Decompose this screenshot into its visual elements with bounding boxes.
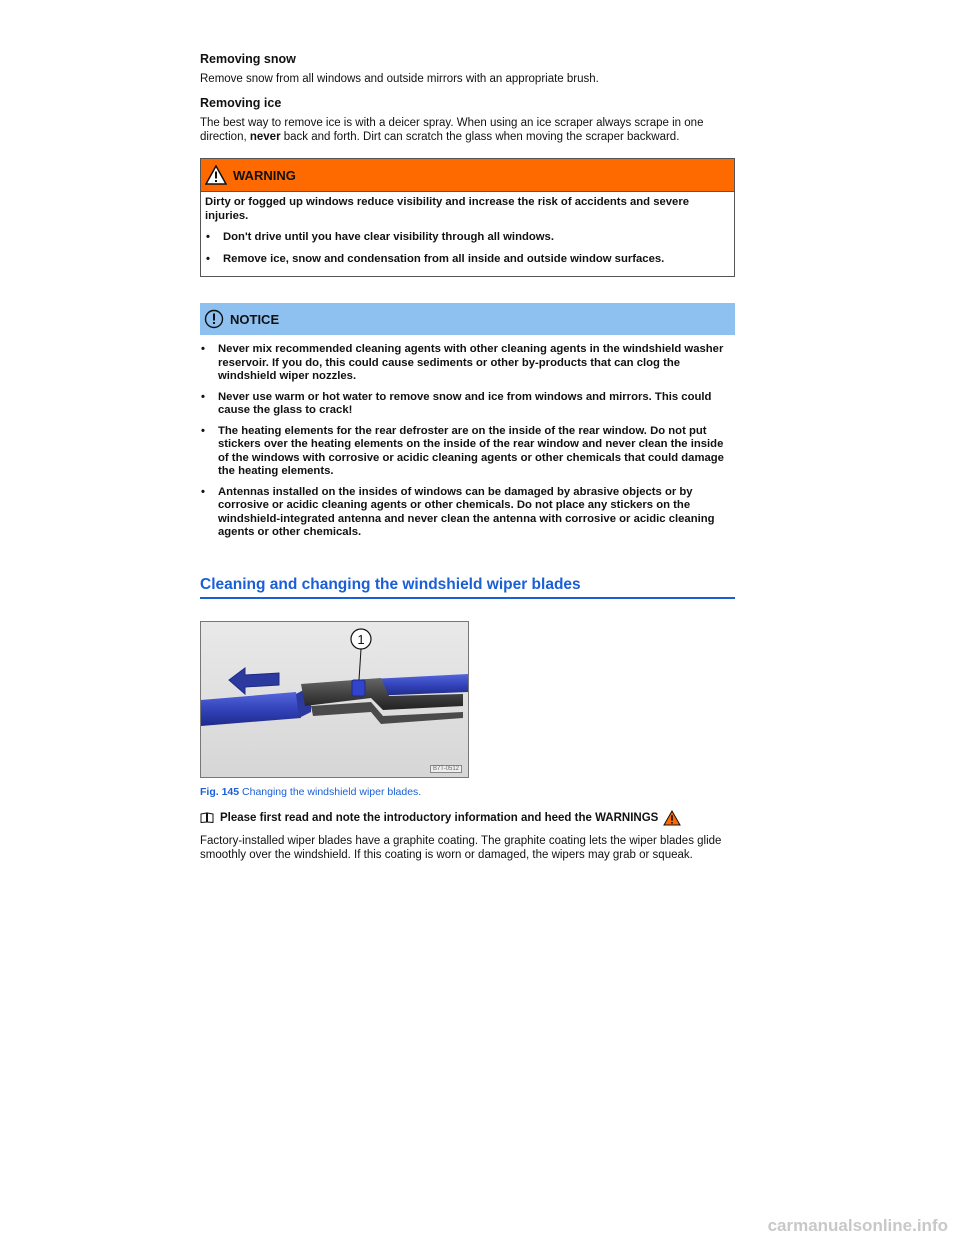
warning-bullet: • Don't drive until you have clear visibility through all windows. [206,231,554,243]
bullet-icon: • [201,424,205,437]
notice-bullet: • Never use warm or hot water to remove snow and ice from windows and mirrors. This could cause the glass to crack! [201,390,712,416]
bullet-icon: • [201,485,205,498]
warning-body [201,192,734,276]
warning-header [201,159,734,192]
ice-text: The best way to remove ice is with a deicer spray. When using an ice scraper always scrape in one direction, never back and forth. Dirt can scratch the glass when moving the scraper backward. [200,117,704,143]
manual-page-content [200,52,735,873]
body-text: Factory-installed wiper blades have a graphite coating. The graphite coating lets the wiper blades glide smoothly over the windshield. If this coating is worn or damaged, the wipers may grab or squeak. [200,834,722,861]
figure-code: B7T-0512 [430,765,462,773]
notice-body [200,335,735,540]
warning-box [200,158,735,277]
wiper-blade-figure [200,621,469,778]
bullet-icon: • [206,231,210,243]
notice-bullet: • The heating elements for the rear defroster are on the inside of the rear window. Do not put stickers over the heating elements on the inside of the rear window and never clean the inside of the windows with corrosive or acidic cleaning agents or other chemicals that could damage the heating elements. [201,424,724,477]
warning-triangle-icon [205,165,227,185]
warning-text: Dirty or fogged up windows reduce visibility and increase the risk of accidents and severe injuries. [205,196,690,222]
notice-bullet: • Never mix recommended cleaning agents with other cleaning agents in the windshield washer reservoir. If you do, this could cause sediments or other by-products that can clog the windshield wiper nozzles. [201,343,724,382]
intro-text: Please first read and note the introductory information and heed the WARNINGS [220,811,659,824]
section-title: Cleaning and changing the windshield wiper blades [200,576,735,599]
ice-heading: Removing ice [200,96,282,110]
watermark: carmanualsonline.info [767,1216,948,1235]
book-icon [200,812,214,823]
warning-title: WARNING [233,167,296,183]
wiper-blade-illustration [201,622,468,777]
bullet-icon: • [206,252,210,265]
figure-caption: Fig. 145 Changing the windshield wiper blades. [200,785,422,798]
intro-reference[interactable] [200,810,735,826]
warning-triangle-icon [663,810,681,826]
exclamation-circle-icon [204,309,224,329]
notice-box [200,303,735,540]
notice-bullet: • Antennas installed on the insides of windows can be damaged by abrasive objects or by corrosive or acidic cleaning agents or other chemicals. Do not place any stickers on the windshield-integrated antenna and never clean the antenna with corrosive or acidic cleaning agents or other chemicals. [201,485,715,538]
snow-heading: Removing snow [200,52,296,66]
notice-header [200,303,735,335]
warning-bullet: • Remove ice, snow and condensation from all inside and outside window surfaces. [206,252,665,265]
notice-title: NOTICE [230,311,280,327]
callout-number: 1 [357,631,365,647]
bullet-icon: • [201,343,205,355]
bullet-icon: • [201,390,205,403]
snow-text: Remove snow from all windows and outside mirrors with an appropriate brush. [200,73,599,85]
